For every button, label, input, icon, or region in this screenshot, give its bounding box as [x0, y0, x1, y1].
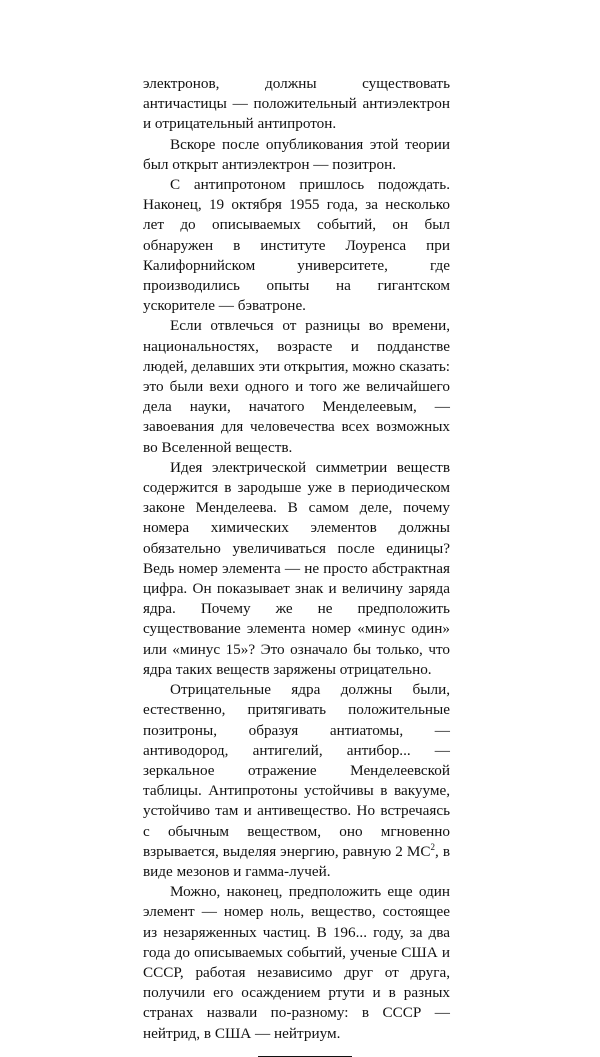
- paragraph-6-text-b: , в виде мезонов и гамма-лучей.: [143, 842, 450, 880]
- paragraph-3: С антипротоном пришлось подождать. Наконец, 19 октября 1955 года, за несколько лет до описываемых событий, он был обнаружен в институте Лоуренса при Калифорнийском университете, где производились опыты на гигантском ускорителе — бэватроне.: [143, 176, 450, 315]
- paragraph-7: Можно, наконец, предположить еще один элемент — номер ноль, вещество, состоящее из незаряженных частиц. В 196... году, за два года до описываемых событий, ученые США и СССР, работая независимо друг от друга, получили его осаждением ртути и в разных странах назвали по-разному: в СССР — нейтрид, в США — нейтриум.: [143, 883, 450, 1042]
- paragraph-1: электронов, должны существовать античастицы — положительный антиэлектрон и отрицательный антипротон.: [143, 75, 450, 133]
- superscript-2: 2: [430, 841, 436, 852]
- paragraph-5: Идея электрической симметрии веществ содержится в зародыше уже в периодическом законе Менделеева. В самом деле, почему номера химических элементов должны обязательно увеличиваться после единицы? Ведь номер элемента — не просто абстрактная цифра. Он показывает знак и величину заряда ядра. Почему же не предположить существование элемента номер «минус один» или «минус 15»? Это означало бы только, что ядра таких веществ заряжены отрицательно.: [143, 458, 450, 678]
- paragraph-4: Если отвлечься от разницы во времени, национальностях, возрасте и подданстве людей, делавших эти открытия, можно сказать: это были вехи одного и того же величайшего дела науки, начатого Менделеевым, — завоевания для человечества всех возможных во Вселенной веществ.: [143, 317, 450, 456]
- paragraph-6-text-a: Отрицательные ядра должны были, естественно, притягивать положительные позитроны, образуя антиатомы, — антиводород, антигелий, антибор... — зеркальное отражение Менделеевской таблицы. Антипротоны устойчивы в вакууме, устойчиво там и антивещество. Но встречаясь с обычным веществом, оно мгновенно взрывается, выделяя энергию, равную 2 МС: [143, 681, 450, 860]
- paragraph-2: Вскоре после опубликования этой теории был открыт антиэлектрон — позитрон.: [143, 135, 450, 173]
- book-page-text: [143, 74, 450, 1057]
